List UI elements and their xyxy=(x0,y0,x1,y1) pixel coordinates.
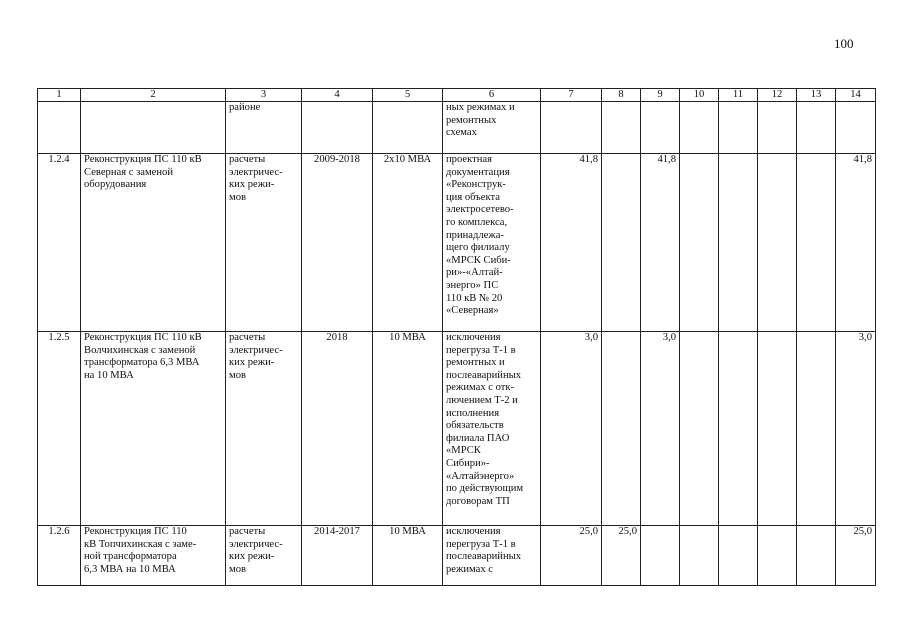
period-cell: 2014-2017 xyxy=(302,526,373,586)
column-header: 1 xyxy=(38,89,81,102)
column-header: 4 xyxy=(302,89,373,102)
value-cell xyxy=(641,102,680,154)
value-cell: 3,0 xyxy=(541,332,602,526)
column-header: 11 xyxy=(719,89,758,102)
value-cell: 25,0 xyxy=(541,526,602,586)
value-cell xyxy=(641,526,680,586)
value-cell xyxy=(719,102,758,154)
page-number: 100 xyxy=(834,36,854,51)
value-cell xyxy=(680,526,719,586)
value-cell xyxy=(836,102,876,154)
table-row xyxy=(38,332,876,526)
value-cell xyxy=(602,154,641,332)
value-cell: 41,8 xyxy=(836,154,876,332)
item-number-cell: 1.2.4 xyxy=(38,154,81,332)
column-header: 13 xyxy=(797,89,836,102)
value-cell xyxy=(758,102,797,154)
value-cell xyxy=(797,154,836,332)
value-cell xyxy=(758,332,797,526)
value-cell xyxy=(797,526,836,586)
purpose-cell: проектная документация «Реконструк- ция объекта электросетево- го комплекса, принадлежа- щего филиалу «МРСК Сиби- ри»-«Алтай- энерго» ПС 110 кВ № 20 «Северная» xyxy=(443,154,541,332)
capacity-cell: 10 МВА xyxy=(373,526,443,586)
justification-cell: расчеты электричес- ких режи- мов xyxy=(226,332,302,526)
value-cell xyxy=(797,332,836,526)
purpose-cell: ных режимах и ремонтных схемах xyxy=(443,102,541,154)
period-cell: 2009-2018 xyxy=(302,154,373,332)
value-cell xyxy=(680,102,719,154)
period-cell xyxy=(302,102,373,154)
column-number-row xyxy=(38,89,876,102)
table-row xyxy=(38,102,876,154)
column-header: 7 xyxy=(541,89,602,102)
value-cell xyxy=(719,526,758,586)
value-cell: 41,8 xyxy=(541,154,602,332)
value-cell: 3,0 xyxy=(641,332,680,526)
column-header: 10 xyxy=(680,89,719,102)
column-header: 6 xyxy=(443,89,541,102)
value-cell xyxy=(758,154,797,332)
value-cell xyxy=(680,332,719,526)
justification-cell: расчеты электричес- ких режи- мов xyxy=(226,526,302,586)
justification-cell: расчеты электричес- ких режи- мов xyxy=(226,154,302,332)
project-name-cell: Реконструкция ПС 110 кВ Топчихинская с заме- ной трансформатора 6,3 МВА на 10 МВА xyxy=(81,526,226,586)
value-cell: 25,0 xyxy=(836,526,876,586)
column-header: 9 xyxy=(641,89,680,102)
value-cell xyxy=(758,526,797,586)
period-cell: 2018 xyxy=(302,332,373,526)
column-header: 8 xyxy=(602,89,641,102)
value-cell: 41,8 xyxy=(641,154,680,332)
item-number-cell xyxy=(38,102,81,154)
capacity-cell: 2x10 МВА xyxy=(373,154,443,332)
column-header: 12 xyxy=(758,89,797,102)
column-header: 5 xyxy=(373,89,443,102)
value-cell xyxy=(797,102,836,154)
project-name-cell xyxy=(81,102,226,154)
item-number-cell: 1.2.5 xyxy=(38,332,81,526)
column-header: 14 xyxy=(836,89,876,102)
value-cell xyxy=(602,332,641,526)
column-header: 3 xyxy=(226,89,302,102)
capacity-cell: 10 МВА xyxy=(373,332,443,526)
value-cell: 25,0 xyxy=(602,526,641,586)
item-number-cell: 1.2.6 xyxy=(38,526,81,586)
value-cell xyxy=(602,102,641,154)
capacity-cell xyxy=(373,102,443,154)
table-row xyxy=(38,526,876,586)
justification-cell: районе xyxy=(226,102,302,154)
project-name-cell: Реконструкция ПС 110 кВ Волчихинская с заменой трансформатора 6,3 МВА на 10 МВА xyxy=(81,332,226,526)
value-cell: 3,0 xyxy=(836,332,876,526)
investment-table xyxy=(37,88,876,586)
value-cell xyxy=(541,102,602,154)
value-cell xyxy=(680,154,719,332)
project-name-cell: Реконструкция ПС 110 кВ Северная с заменой оборудования xyxy=(81,154,226,332)
purpose-cell: исключения перегруза Т-1 в ремонтных и послеаварийных режимах с отк- лючением Т-2 и исполнения обязательств филиала ПАО «МРСК Сибири»- «Алтайэнерго» по действующим договорам ТП xyxy=(443,332,541,526)
purpose-cell: исключения перегруза Т-1 в послеаварийных режимах с xyxy=(443,526,541,586)
table-row xyxy=(38,154,876,332)
column-header: 2 xyxy=(81,89,226,102)
value-cell xyxy=(719,154,758,332)
value-cell xyxy=(719,332,758,526)
